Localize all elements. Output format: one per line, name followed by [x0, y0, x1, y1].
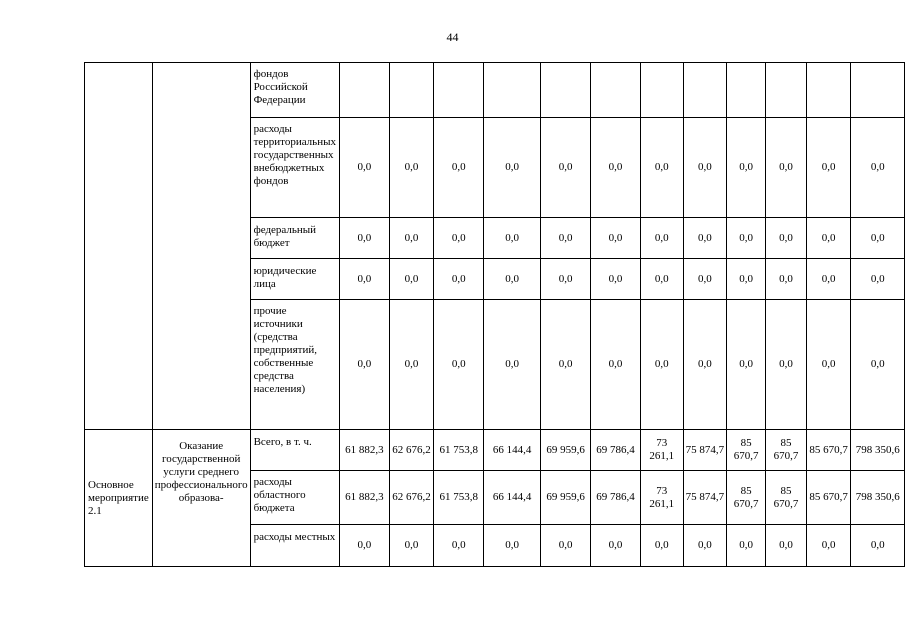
- value-cell: 61 753,8: [434, 430, 484, 471]
- value-cell: 0,0: [591, 118, 641, 218]
- value-cell: 0,0: [339, 118, 389, 218]
- value-cell: 0,0: [339, 259, 389, 300]
- value-cell: 0,0: [591, 525, 641, 567]
- value-cell: 0,0: [484, 525, 541, 567]
- value-cell: 0,0: [434, 525, 484, 567]
- value-cell: 0,0: [766, 525, 807, 567]
- source-cell: прочие источники (средства предприятий, собственные средства населения): [250, 300, 339, 430]
- value-cell: [389, 63, 433, 118]
- value-cell: [727, 63, 766, 118]
- value-cell: [683, 63, 727, 118]
- value-cell: 0,0: [640, 118, 683, 218]
- value-cell: 0,0: [806, 118, 850, 218]
- value-cell: 0,0: [851, 300, 905, 430]
- source-cell: расходы территориальных государственных внебюджетных фондов: [250, 118, 339, 218]
- value-cell: [591, 63, 641, 118]
- event-description-cell: Оказание государственной услуги среднего профессионального образова-: [152, 430, 250, 567]
- value-cell: 0,0: [806, 525, 850, 567]
- value-cell: 0,0: [389, 300, 433, 430]
- value-cell: 0,0: [766, 300, 807, 430]
- value-cell: 0,0: [541, 525, 591, 567]
- value-cell: 0,0: [541, 118, 591, 218]
- value-cell: 0,0: [484, 300, 541, 430]
- value-cell: 61 753,8: [434, 471, 484, 525]
- program-cell: [85, 63, 153, 430]
- value-cell: 0,0: [484, 118, 541, 218]
- source-cell: расходы областного бюджета: [250, 471, 339, 525]
- value-cell: 0,0: [683, 525, 727, 567]
- value-cell: 0,0: [806, 300, 850, 430]
- value-cell: 66 144,4: [484, 430, 541, 471]
- value-cell: 0,0: [851, 259, 905, 300]
- source-cell: Всего, в т. ч.: [250, 430, 339, 471]
- value-cell: 0,0: [683, 300, 727, 430]
- source-cell: федеральный бюджет: [250, 218, 339, 259]
- value-cell: 0,0: [339, 300, 389, 430]
- value-cell: [851, 63, 905, 118]
- value-cell: 0,0: [806, 259, 850, 300]
- value-cell: 0,0: [727, 218, 766, 259]
- value-cell: 798 350,6: [851, 430, 905, 471]
- source-cell: фондов Российской Федерации: [250, 63, 339, 118]
- value-cell: 62 676,2: [389, 471, 433, 525]
- value-cell: 0,0: [640, 259, 683, 300]
- value-cell: [484, 63, 541, 118]
- value-cell: 0,0: [434, 218, 484, 259]
- value-cell: 0,0: [541, 300, 591, 430]
- value-cell: [766, 63, 807, 118]
- value-cell: 0,0: [806, 218, 850, 259]
- value-cell: 0,0: [339, 525, 389, 567]
- value-cell: 0,0: [434, 118, 484, 218]
- source-cell: юридические лица: [250, 259, 339, 300]
- source-cell: расходы местных: [250, 525, 339, 567]
- value-cell: 69 959,6: [541, 471, 591, 525]
- value-cell: 0,0: [434, 259, 484, 300]
- value-cell: 0,0: [766, 218, 807, 259]
- value-cell: [541, 63, 591, 118]
- value-cell: 0,0: [591, 300, 641, 430]
- value-cell: 85 670,7: [806, 471, 850, 525]
- value-cell: 73 261,1: [640, 471, 683, 525]
- value-cell: 0,0: [727, 118, 766, 218]
- value-cell: 75 874,7: [683, 430, 727, 471]
- value-cell: 0,0: [851, 525, 905, 567]
- value-cell: 0,0: [851, 118, 905, 218]
- value-cell: 0,0: [591, 259, 641, 300]
- value-cell: 0,0: [766, 118, 807, 218]
- value-cell: 69 786,4: [591, 471, 641, 525]
- value-cell: 85 670,7: [727, 471, 766, 525]
- value-cell: 0,0: [683, 218, 727, 259]
- value-cell: 0,0: [541, 259, 591, 300]
- value-cell: 0,0: [434, 300, 484, 430]
- value-cell: 0,0: [389, 218, 433, 259]
- table-row: [85, 63, 905, 118]
- value-cell: 85 670,7: [766, 471, 807, 525]
- value-cell: 85 670,7: [727, 430, 766, 471]
- value-cell: 69 786,4: [591, 430, 641, 471]
- value-cell: [640, 63, 683, 118]
- value-cell: [434, 63, 484, 118]
- value-cell: 0,0: [640, 525, 683, 567]
- value-cell: 85 670,7: [766, 430, 807, 471]
- value-cell: 66 144,4: [484, 471, 541, 525]
- value-cell: 61 882,3: [339, 430, 389, 471]
- value-cell: 0,0: [727, 259, 766, 300]
- value-cell: 0,0: [851, 218, 905, 259]
- value-cell: 0,0: [339, 218, 389, 259]
- table-row: [85, 430, 905, 471]
- value-cell: 0,0: [766, 259, 807, 300]
- value-cell: 0,0: [541, 218, 591, 259]
- value-cell: 62 676,2: [389, 430, 433, 471]
- budget-table: [84, 62, 905, 567]
- value-cell: 0,0: [640, 300, 683, 430]
- value-cell: 0,0: [389, 118, 433, 218]
- value-cell: 75 874,7: [683, 471, 727, 525]
- value-cell: [806, 63, 850, 118]
- value-cell: 69 959,6: [541, 430, 591, 471]
- value-cell: 0,0: [389, 259, 433, 300]
- event-label-cell: Основное мероприятие 2.1: [85, 430, 153, 567]
- page-number: 44: [446, 30, 459, 44]
- value-cell: 0,0: [683, 118, 727, 218]
- value-cell: 0,0: [484, 218, 541, 259]
- value-cell: 61 882,3: [339, 471, 389, 525]
- value-cell: [339, 63, 389, 118]
- value-cell: 798 350,6: [851, 471, 905, 525]
- value-cell: 0,0: [727, 525, 766, 567]
- value-cell: 0,0: [389, 525, 433, 567]
- value-cell: 0,0: [683, 259, 727, 300]
- value-cell: 0,0: [591, 218, 641, 259]
- value-cell: 0,0: [727, 300, 766, 430]
- value-cell: 0,0: [640, 218, 683, 259]
- value-cell: 0,0: [484, 259, 541, 300]
- program-desc-cell: [152, 63, 250, 430]
- value-cell: 85 670,7: [806, 430, 850, 471]
- value-cell: 73 261,1: [640, 430, 683, 471]
